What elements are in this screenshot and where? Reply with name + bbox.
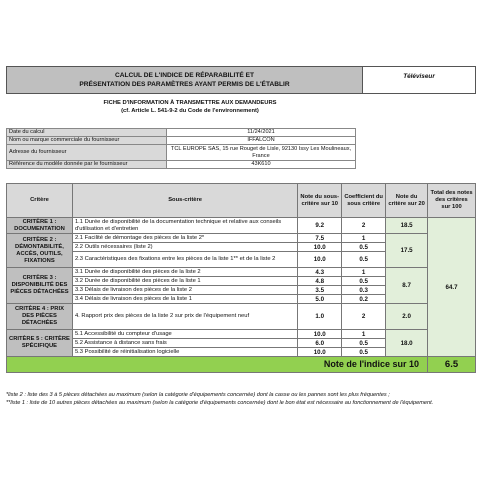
subcriterion-label: 5.1 Accessibilité du compteur d'usage [72, 330, 297, 339]
total-score: 64.7 [428, 218, 476, 357]
info-label: Nom ou marque commerciale du fournisseur [7, 137, 167, 145]
subcriterion-coef: 0.3 [342, 286, 386, 295]
criterion-4-points: 2.0 [386, 304, 428, 330]
criterion-1-points: 18.5 [386, 218, 428, 234]
subcriterion-label: 5.2 Assistance à distance sans frais [72, 339, 297, 348]
subcriterion-note: 5.0 [298, 295, 342, 304]
subcriterion-label: 5.3 Possibilité de réinitialisation logicielle [72, 348, 297, 357]
header-sous-critere: Sous-critère [72, 184, 297, 218]
footnote-list-1: **liste 1 : liste de 10 autres pièces détachées au maximum (selon la catégorie d'équipements concernée) dont le bon état est nécessaire au fonctionnement de l'équipement. [6, 400, 434, 406]
title-line-1: CALCUL DE L'INDICE DE RÉPARABILITÉ ET [114, 72, 255, 79]
header-note: Note du sous-critère sur 10 [298, 184, 342, 218]
subcriterion-note: 6.0 [298, 339, 342, 348]
subcriterion-coef: 0.5 [342, 339, 386, 348]
subcriterion-coef: 0.5 [342, 348, 386, 357]
subcriterion-coef: 2 [342, 218, 386, 234]
criterion-2-points: 17.5 [386, 234, 428, 268]
subcriterion-note: 10.0 [298, 348, 342, 357]
table-row [7, 234, 476, 243]
sub-header-line-1: FICHE D'INFORMATION À TRANSMETTRE AUX DEMANDEURS [103, 100, 277, 106]
criterion-2-label: CRITÈRE 2 : DÉMONTABILITÉ, ACCÈS, OUTILS, FIXATIONS [7, 234, 73, 268]
subcriterion-note: 4.3 [298, 268, 342, 277]
info-table [6, 128, 356, 169]
subcriterion-label: 4. Rapport prix des pièces de la liste 2 sur prix de l'équipement neuf [72, 304, 297, 330]
criterion-5-points: 18.0 [386, 330, 428, 357]
info-value: TCL EUROPE SAS, 15 rue Rouget de Lisle, 92130 Issy Les Moulineaux, France [167, 145, 356, 161]
subcriterion-coef: 2 [342, 304, 386, 330]
subcriterion-label: 3.3 Délais de livraison des pièces de la liste 2 [72, 286, 297, 295]
info-row [7, 161, 356, 169]
header-total: Total des notes des critères sur 100 [428, 184, 476, 218]
criterion-3-points: 8.7 [386, 268, 428, 304]
subcriterion-coef: 0.5 [342, 277, 386, 286]
subcriterion-coef: 0.5 [342, 252, 386, 268]
header-note-20: Note du critère sur 20 [386, 184, 428, 218]
subcriterion-label: 3.2 Durée de disponibilité des pièces de la liste 1 [72, 277, 297, 286]
table-row [7, 268, 476, 277]
info-label: Adresse du fournisseur [7, 145, 167, 161]
subcriterion-note: 10.0 [298, 243, 342, 252]
header-coefficient: Coefficient du sous critère [342, 184, 386, 218]
sub-header [60, 99, 320, 115]
footnote-list-2: *liste 2 : liste des 3 à 5 pièces détachées au maximum (selon la catégorie d'équipements concernée) dont la casse ou les pannes sont les plus fréquentes ; [6, 392, 390, 398]
subcriterion-note: 7.5 [298, 234, 342, 243]
subcriterion-note: 10.0 [298, 330, 342, 339]
final-score-value: 6.5 [428, 357, 476, 373]
subcriterion-note: 10.0 [298, 252, 342, 268]
product-type: Téléviseur [403, 73, 435, 80]
info-value: IFFALCON [167, 137, 356, 145]
subcriterion-label: 3.1 Durée de disponibilité des pièces de la liste 2 [72, 268, 297, 277]
subcriterion-label: 3.4 Délais de livraison des pièces de la liste 1 [72, 295, 297, 304]
final-score-row [7, 357, 476, 373]
criterion-3-label: CRITÈRE 3 : DISPONIBILITÉ DES PIÈCES DÉTACHÉES [7, 268, 73, 304]
info-row [7, 129, 356, 137]
table-header-row [7, 184, 476, 218]
subcriterion-coef: 1 [342, 330, 386, 339]
final-score-label: Note de l'indice sur 10 [7, 357, 428, 373]
subcriterion-label: 2.1 Facilité de démontage des pièces de la liste 2* [72, 234, 297, 243]
sub-header-line-2: (cf. Article L. 541-9-2 du Code de l'environnement) [121, 108, 259, 114]
criterion-1-label: CRITÈRE 1 : DOCUMENTATION [7, 218, 73, 234]
info-label: Référence du modèle donnée par le fournisseur [7, 161, 167, 169]
subcriterion-note: 1.0 [298, 304, 342, 330]
subcriterion-coef: 0.2 [342, 295, 386, 304]
table-row [7, 218, 476, 234]
subcriterion-note: 3.5 [298, 286, 342, 295]
subcriterion-note: 9.2 [298, 218, 342, 234]
document-header [6, 66, 476, 94]
table-row [7, 304, 476, 330]
subcriterion-note: 4.8 [298, 277, 342, 286]
document-title [7, 67, 363, 93]
info-row [7, 145, 356, 161]
criterion-5-label: CRITÈRE 5 : CRITÈRE SPÉCIFIQUE [7, 330, 73, 357]
subcriterion-coef: 0.5 [342, 243, 386, 252]
subcriterion-coef: 1 [342, 268, 386, 277]
info-label: Date du calcul [7, 129, 167, 137]
footnotes [6, 391, 476, 407]
subcriterion-label: 2.3 Caractéristiques des fixations entre les pièces de la liste 1** et de la liste 2 [72, 252, 297, 268]
subcriterion-label: 1.1 Durée de disponibilité de la documentation technique et relative aux conseils d'utilisation et d'entretien [72, 218, 297, 234]
info-value: 43K610 [167, 161, 356, 169]
header-criteres: Critère [7, 184, 73, 218]
criterion-4-label: CRITÈRE 4 : PRIX DES PIÈCES DÉTACHÉES [7, 304, 73, 330]
repairability-table [6, 183, 476, 373]
title-line-2: PRÉSENTATION DES PARAMÈTRES AYANT PERMIS DE L'ÉTABLIR [79, 81, 290, 88]
table-row [7, 330, 476, 339]
subcriterion-label: 2.2 Outils nécessaires (liste 2) [72, 243, 297, 252]
info-row [7, 137, 356, 145]
subcriterion-coef: 1 [342, 234, 386, 243]
info-value: 11/24/2021 [167, 129, 356, 137]
